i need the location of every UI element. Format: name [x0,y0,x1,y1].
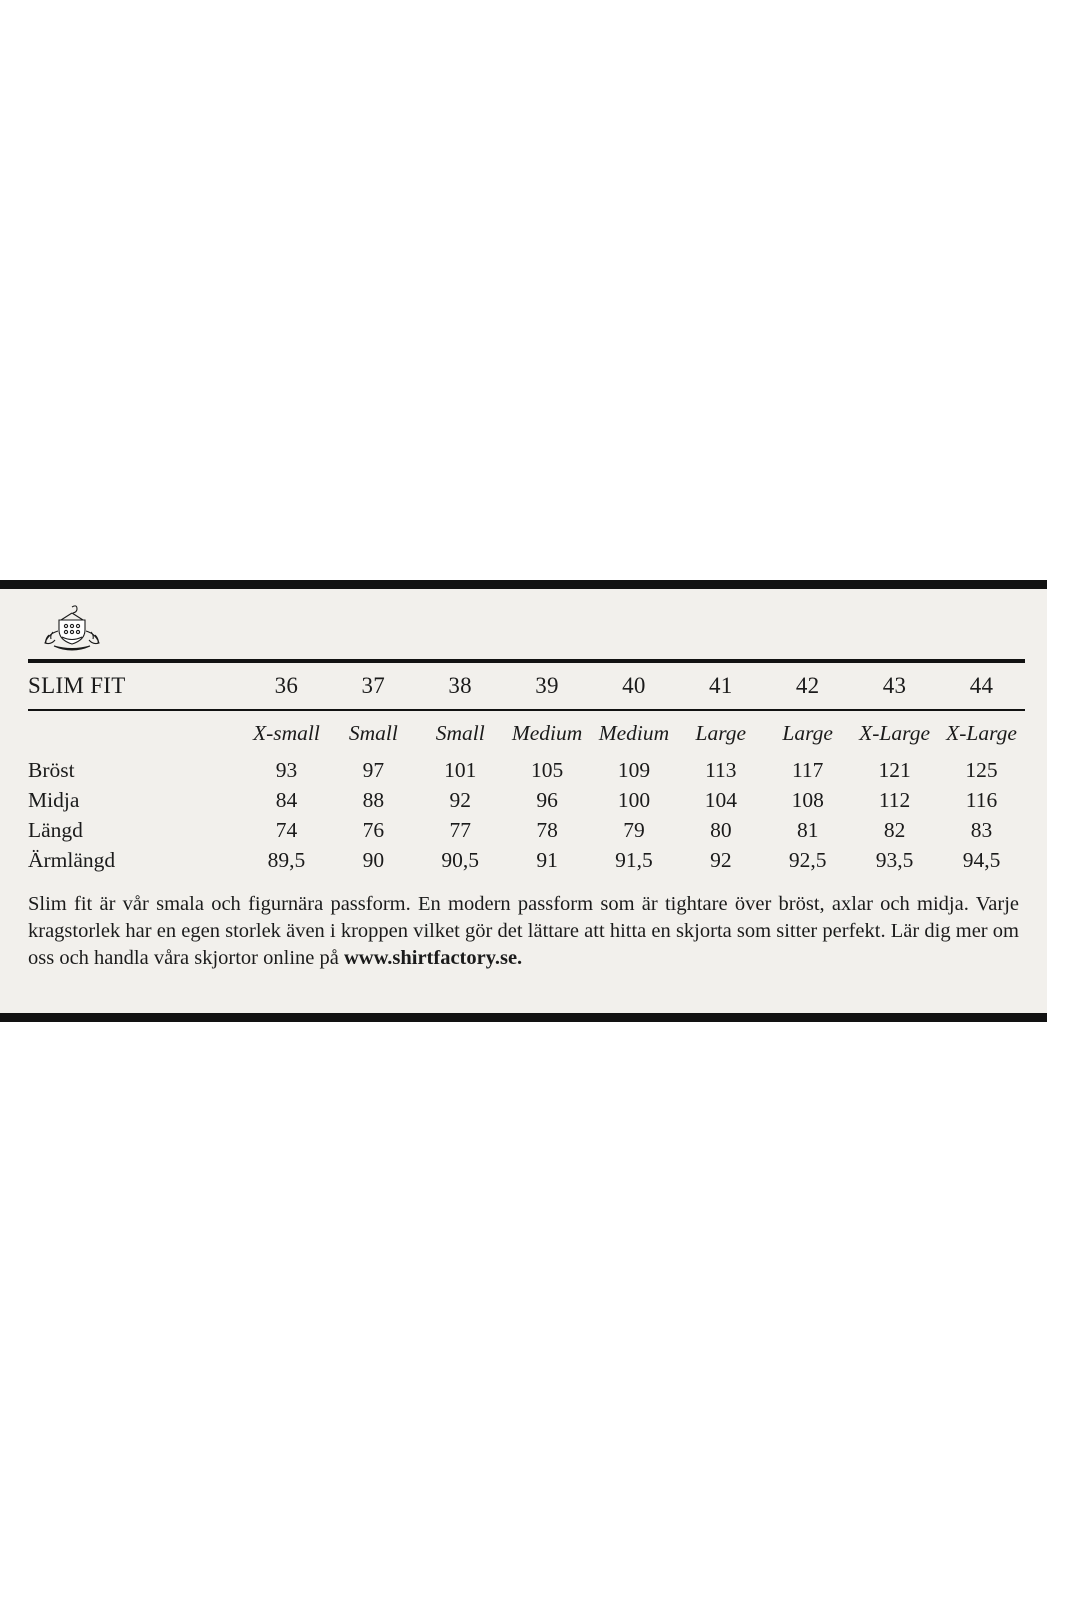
midja-39: 96 [536,787,558,812]
langd-39: 78 [536,817,558,842]
langd-43: 82 [883,817,906,842]
collar-size-43: 43 [882,673,907,698]
measure-label-armlangd: Ärmlängd [28,847,116,872]
website-link[interactable]: www.shirtfactory.se. [343,947,523,970]
fit-description-text: Slim fit är vår smala och figurnära passform. En modern passform som är tightare över bröst, axlar och midja. Varje kragstorlek har en egen storlek även i kroppen vilket gör det lättare att hitta en skjorta som sitter perfekt. Lär dig mer om oss och handla våra skjortor online på [28,893,1019,970]
midja-37: 88 [362,787,385,812]
armlangd-38: 90,5 [441,847,479,872]
midja-40: 100 [617,787,651,812]
collar-size-41: 41 [709,673,733,698]
measurements-table [28,711,1025,875]
size-name-row-label [28,711,243,755]
armlangd-41: 92 [710,847,732,872]
armlangd-37: 90 [362,847,385,872]
table-row [28,815,1025,845]
langd-42: 81 [796,817,819,842]
size-name-7: X-Large [859,720,930,745]
size-name-row [28,711,1025,755]
armlangd-36: 89,5 [267,847,306,872]
collar-size-37: 37 [361,673,386,698]
size-name-5: Large [695,720,747,745]
table-row [28,845,1025,875]
measure-label-langd: Längd [28,817,83,842]
collar-size-39: 39 [535,673,559,698]
collar-size-38: 38 [448,673,472,698]
table-row [28,755,1025,785]
midja-42: 108 [791,787,824,812]
collar-size-44: 44 [969,673,994,698]
armlangd-39: 91 [536,847,558,872]
langd-40: 79 [623,817,645,842]
collar-size-40: 40 [622,673,646,698]
langd-44: 83 [970,817,993,842]
size-name-2: Small [435,720,485,745]
brost-36: 93 [275,757,298,782]
brost-39: 105 [530,757,564,782]
brost-43: 121 [878,757,911,782]
size-name-1: Small [348,720,398,745]
langd-41: 80 [710,817,732,842]
langd-38: 77 [449,817,471,842]
langd-37: 76 [362,817,385,842]
brost-37: 97 [362,757,385,782]
armlangd-43: 93,5 [875,847,914,872]
size-name-4: Medium [598,720,670,745]
size-chart-panel [0,580,1047,1022]
armlangd-44: 94,5 [962,847,1001,872]
logo-container [28,601,1025,659]
brost-38: 101 [444,757,477,782]
collar-size-36: 36 [274,673,299,698]
fit-description [28,891,1025,972]
fit-header-row [28,663,1025,709]
midja-43: 112 [878,787,911,812]
size-name-8: X-Large [946,720,1017,745]
brost-41: 113 [705,757,737,782]
midja-41: 104 [704,787,737,812]
brost-40: 109 [617,757,651,782]
fit-title: SLIM FIT [28,673,126,698]
table-row [28,785,1025,815]
armlangd-42: 92,5 [788,847,827,872]
size-name-0: X-small [252,720,320,745]
brost-42: 117 [791,757,824,782]
midja-36: 84 [275,787,298,812]
armlangd-40: 91,5 [615,847,653,872]
midja-44: 116 [965,787,998,812]
size-name-6: Large [782,720,833,745]
langd-36: 74 [275,817,298,842]
collar-size-42: 42 [795,673,820,698]
brost-44: 125 [965,757,998,782]
midja-38: 92 [449,787,471,812]
size-name-3: Medium [511,720,583,745]
size-table [28,663,1025,709]
shirt-factory-crest-logo [28,601,116,657]
measure-label-midja: Midja [28,787,80,812]
measure-label-brost: Bröst [28,757,75,782]
